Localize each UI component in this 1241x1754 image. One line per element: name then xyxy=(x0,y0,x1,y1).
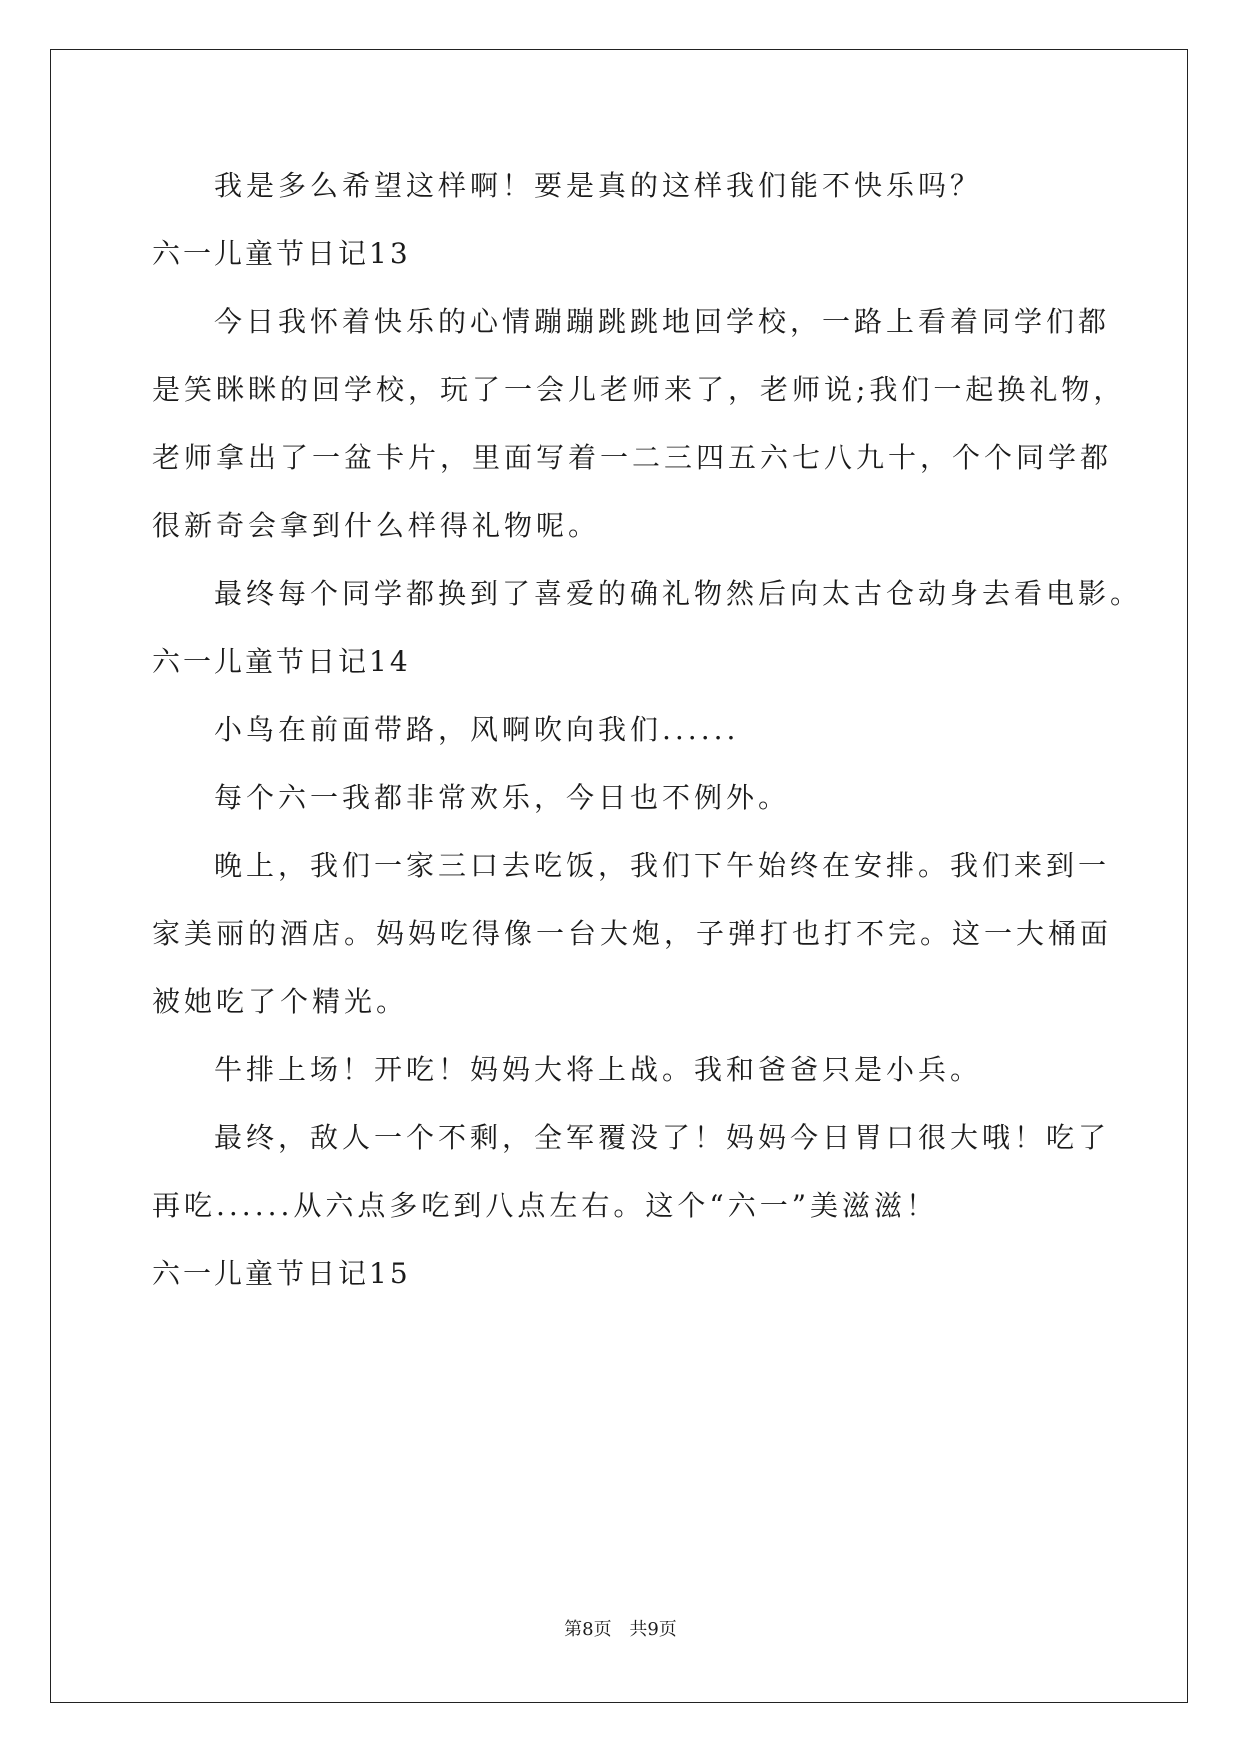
body-text-line: 牛排上场！开吃！妈妈大将上战。我和爸爸只是小兵。 xyxy=(214,1053,983,1086)
body-text-line: 家美丽的酒店。妈妈吃得像一台大炮，子弹打也打不完。这一大桶面 xyxy=(152,917,1113,950)
body-text-line: 最终，敌人一个不剩，全军覆没了！妈妈今日胃口很大哦！吃了 xyxy=(214,1121,1111,1154)
body-text-line: 今日我怀着快乐的心情蹦蹦跳跳地回学校，一路上看着同学们都 xyxy=(214,305,1111,338)
body-text-line: 很新奇会拿到什么样得礼物呢。 xyxy=(152,509,601,542)
body-text-line: 再吃......从六点多吃到八点左右。这个“六一”美滋滋！ xyxy=(152,1189,939,1222)
page-total: 共9页 xyxy=(629,1619,677,1640)
body-text-line: 是笑眯眯的回学校，玩了一会儿老师来了，老师说;我们一起换礼物， xyxy=(152,373,1126,406)
body-text-line: 晚上，我们一家三口去吃饭，我们下午始终在安排。我们来到一 xyxy=(214,849,1111,882)
body-text-line: 每个六一我都非常欢乐，今日也不例外。 xyxy=(214,781,791,814)
section-heading: 六一儿童节日记15 xyxy=(152,1257,411,1290)
body-text-line: 老师拿出了一盆卡片，里面写着一二三四五六七八九十，个个同学都 xyxy=(152,441,1113,474)
page-number: 第8页 xyxy=(564,1619,612,1640)
page-footer xyxy=(0,1619,1241,1641)
body-text-line: 我是多么希望这样啊！要是真的这样我们能不快乐吗？ xyxy=(214,169,983,202)
body-text-line: 小鸟在前面带路，风啊吹向我们...... xyxy=(214,713,740,746)
section-heading: 六一儿童节日记13 xyxy=(152,237,411,270)
section-heading: 六一儿童节日记14 xyxy=(152,645,411,678)
body-text-line: 最终每个同学都换到了喜爱的确礼物然后向太古仓动身去看电影。 xyxy=(214,577,1143,610)
body-text-line: 被她吃了个精光。 xyxy=(152,985,409,1018)
